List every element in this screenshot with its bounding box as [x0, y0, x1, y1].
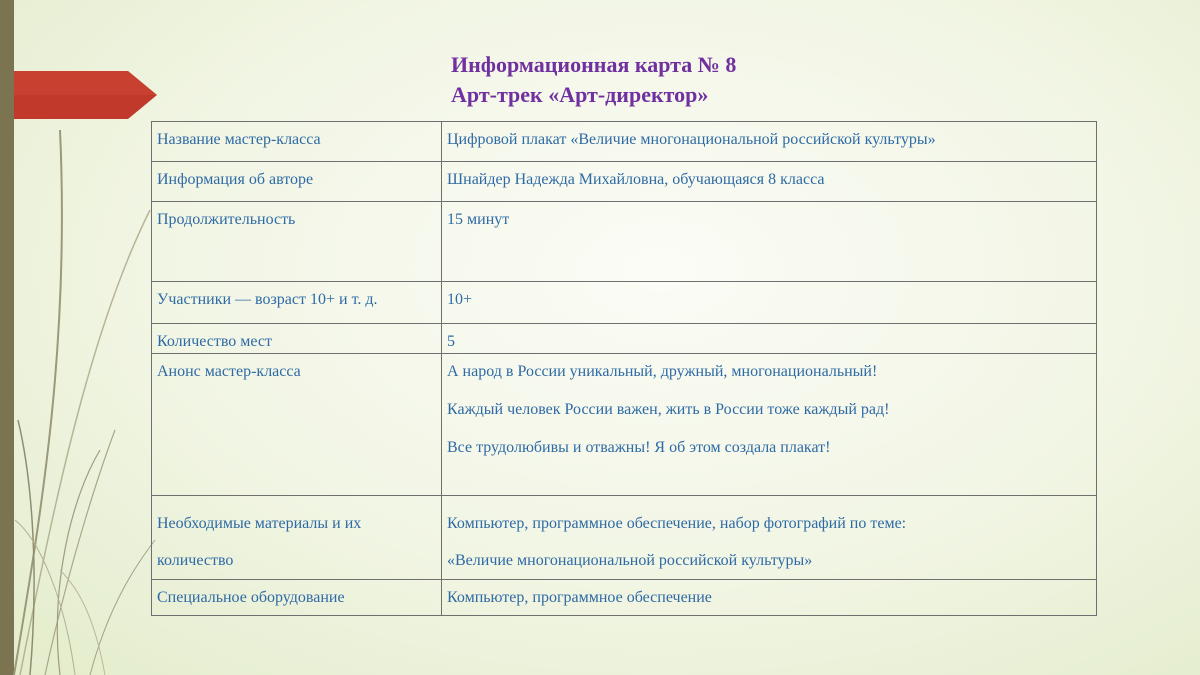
row-value: Цифровой плакат «Величие многонациональной российской культуры»	[442, 122, 1097, 162]
row-value: Компьютер, программное обеспечение	[442, 580, 1097, 616]
info-table	[151, 121, 1097, 616]
table-row	[152, 580, 1097, 616]
row-label: Продолжительность	[152, 202, 442, 282]
value-line: Все трудолюбивы и отважны! Я об этом создала плакат!	[447, 439, 831, 456]
row-value: Шнайдер Надежда Михайловна, обучающаяся 8 класса	[442, 162, 1097, 202]
row-label: Участники — возраст 10+ и т. д.	[152, 282, 442, 324]
row-value	[442, 496, 1097, 580]
row-label: Анонс мастер-класса	[152, 354, 442, 496]
red-arrow-banner	[0, 71, 157, 119]
table-row	[152, 162, 1097, 202]
value-line	[447, 505, 1091, 579]
table-row	[152, 496, 1097, 580]
value-line-2: «Величие многонациональной российской культуры»	[447, 552, 813, 569]
value-line-1: Компьютер, программное обеспечение, набор фотографий по теме:	[447, 515, 907, 532]
row-label: Специальное оборудование	[152, 580, 442, 616]
value-line: А народ в России уникальный, дружный, многонациональный!	[447, 363, 878, 380]
row-value: 10+	[442, 282, 1097, 324]
row-label: Название мастер-класса	[152, 122, 442, 162]
row-label	[152, 496, 442, 580]
table-row	[152, 202, 1097, 282]
row-label: Количество мест	[152, 324, 442, 354]
table-row	[152, 122, 1097, 162]
slide-title	[451, 50, 736, 110]
title-line-1: Информационная карта № 8	[451, 52, 737, 77]
row-value: 5	[442, 324, 1097, 354]
row-value: 15 минут	[442, 202, 1097, 282]
table-row	[152, 282, 1097, 324]
label-text: Необходимые материалы и их количество	[157, 515, 362, 569]
value-line: Каждый человек России важен, жить в России тоже каждый рад!	[447, 401, 890, 418]
table-row	[152, 324, 1097, 354]
row-value	[442, 354, 1097, 496]
row-label: Информация об авторе	[152, 162, 442, 202]
title-line-2: Арт-трек «Арт-директор»	[451, 82, 709, 107]
table-row	[152, 354, 1097, 496]
